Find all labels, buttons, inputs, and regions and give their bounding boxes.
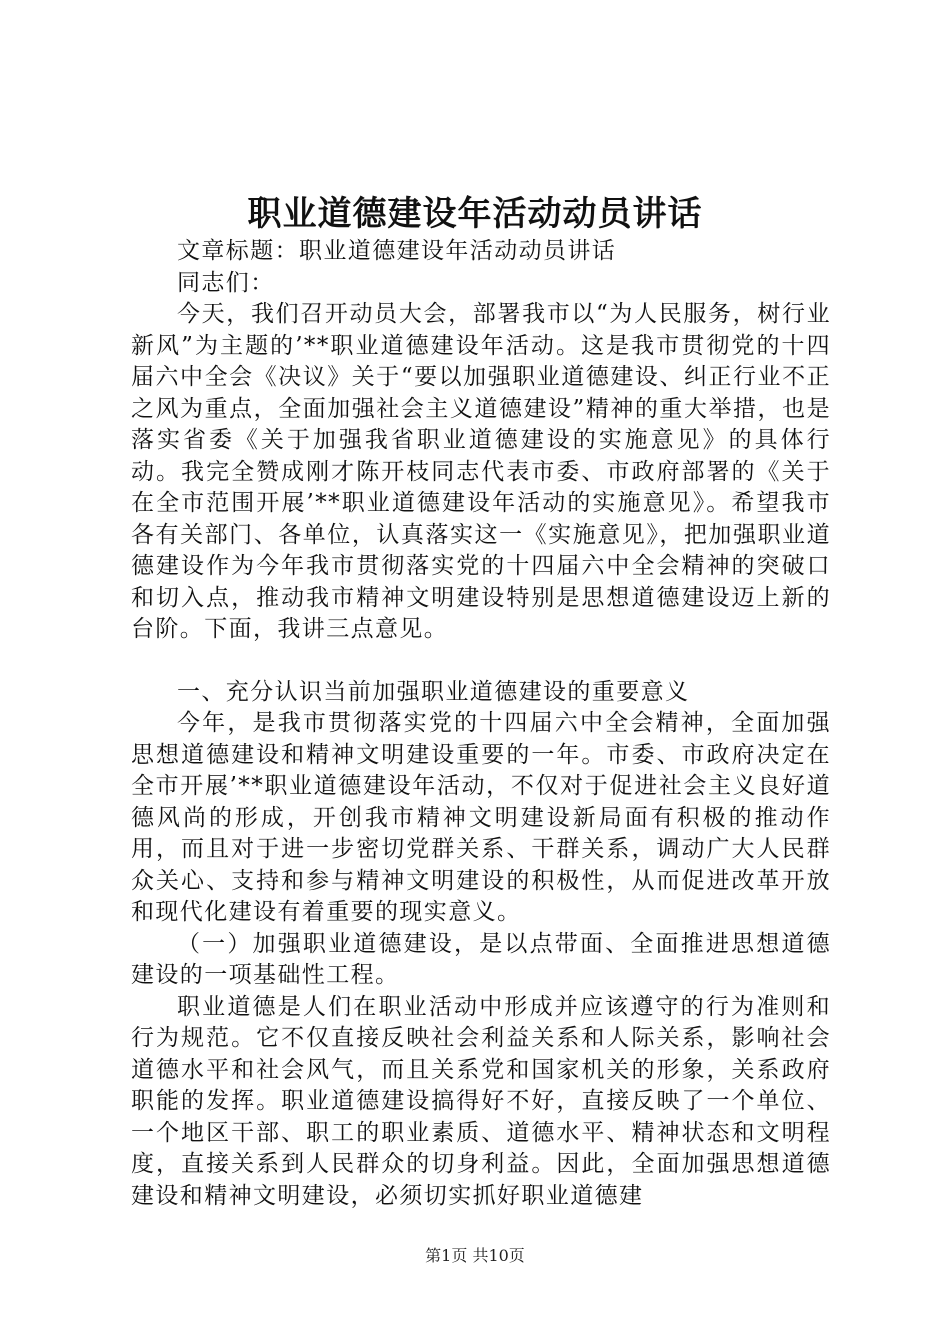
section-heading-1: 一、充分认识当前加强职业道德建设的重要意义 — [177, 678, 690, 705]
salutation: 同志们： — [177, 269, 275, 296]
paragraph-intro: 今天，我们召开动员大会，部署我市以“为人民服务，树行业新风”为主题的’**职业道德建设年活动。这是我市贯彻党的十四届六中全会《决议》关于“要以加强职业道德建设、纠正行业不正之风为重点，全面加强社会主义道德建设”精神的重大举措，也是落实省委《关于加强我省职业道德建设的实施意见》的具体行动。我完全赞成刚才陈开枝同志代表市委、市政府部署的《关于在全市范围开展’**职业道德建设年活动的实施意见》。希望我市各有关部门、各单位，认真落实这一《实施意见》，把加强职业道德建设作为今年我市贯彻落实党的十四届六中全会精神的突破口和切入点，推动我市精神文明建设特别是思想道德建设迈上新的台阶。下面，我讲三点意见。 — [131, 301, 831, 642]
subsection-heading-1: （一）加强职业道德建设，是以点带面、全面推进思想道德建设的一项基础性工程。 — [131, 930, 831, 988]
paragraph-section-1: 今年，是我市贯彻落实党的十四届六中全会精神，全面加强思想道德建设和精神文明建设重要的一年。市委、市政府决定在全市开展’**职业道德建设年活动，不仅对于促进社会主义良好道德风尚的形成，开创我市精神文明建设新局面有积极的推动作用，而且对于进一步密切党群关系、干群关系，调动广大人民群众关心、支持和参与精神文明建设的积极性，从而促进改革开放和现代化建设有着重要的现实意义。 — [131, 710, 831, 925]
document-title: 职业道德建设年活动动员讲话 — [247, 194, 703, 234]
page-number: 第1页 共10页 — [425, 1246, 525, 1265]
paragraph-subsection-1: 职业道德是人们在职业活动中形成并应该遵守的行为准则和行为规范。它不仅直接反映社会利益关系和人际关系，影响社会道德水平和社会风气，而且关系党和国家机关的形象，关系政府职能的发挥。职业道德建设搞得好不好，直接反映了一个单位、一个地区干部、职工的职业素质、道德水平、精神状态和文明程度，直接关系到人民群众的切身利益。因此，全面加强思想道德建设和精神文明建设，必须切实抓好职业道德建 — [131, 993, 831, 1209]
article-title-line: 文章标题：职业道德建设年活动动员讲话 — [177, 238, 617, 264]
document-body — [131, 236, 831, 1212]
